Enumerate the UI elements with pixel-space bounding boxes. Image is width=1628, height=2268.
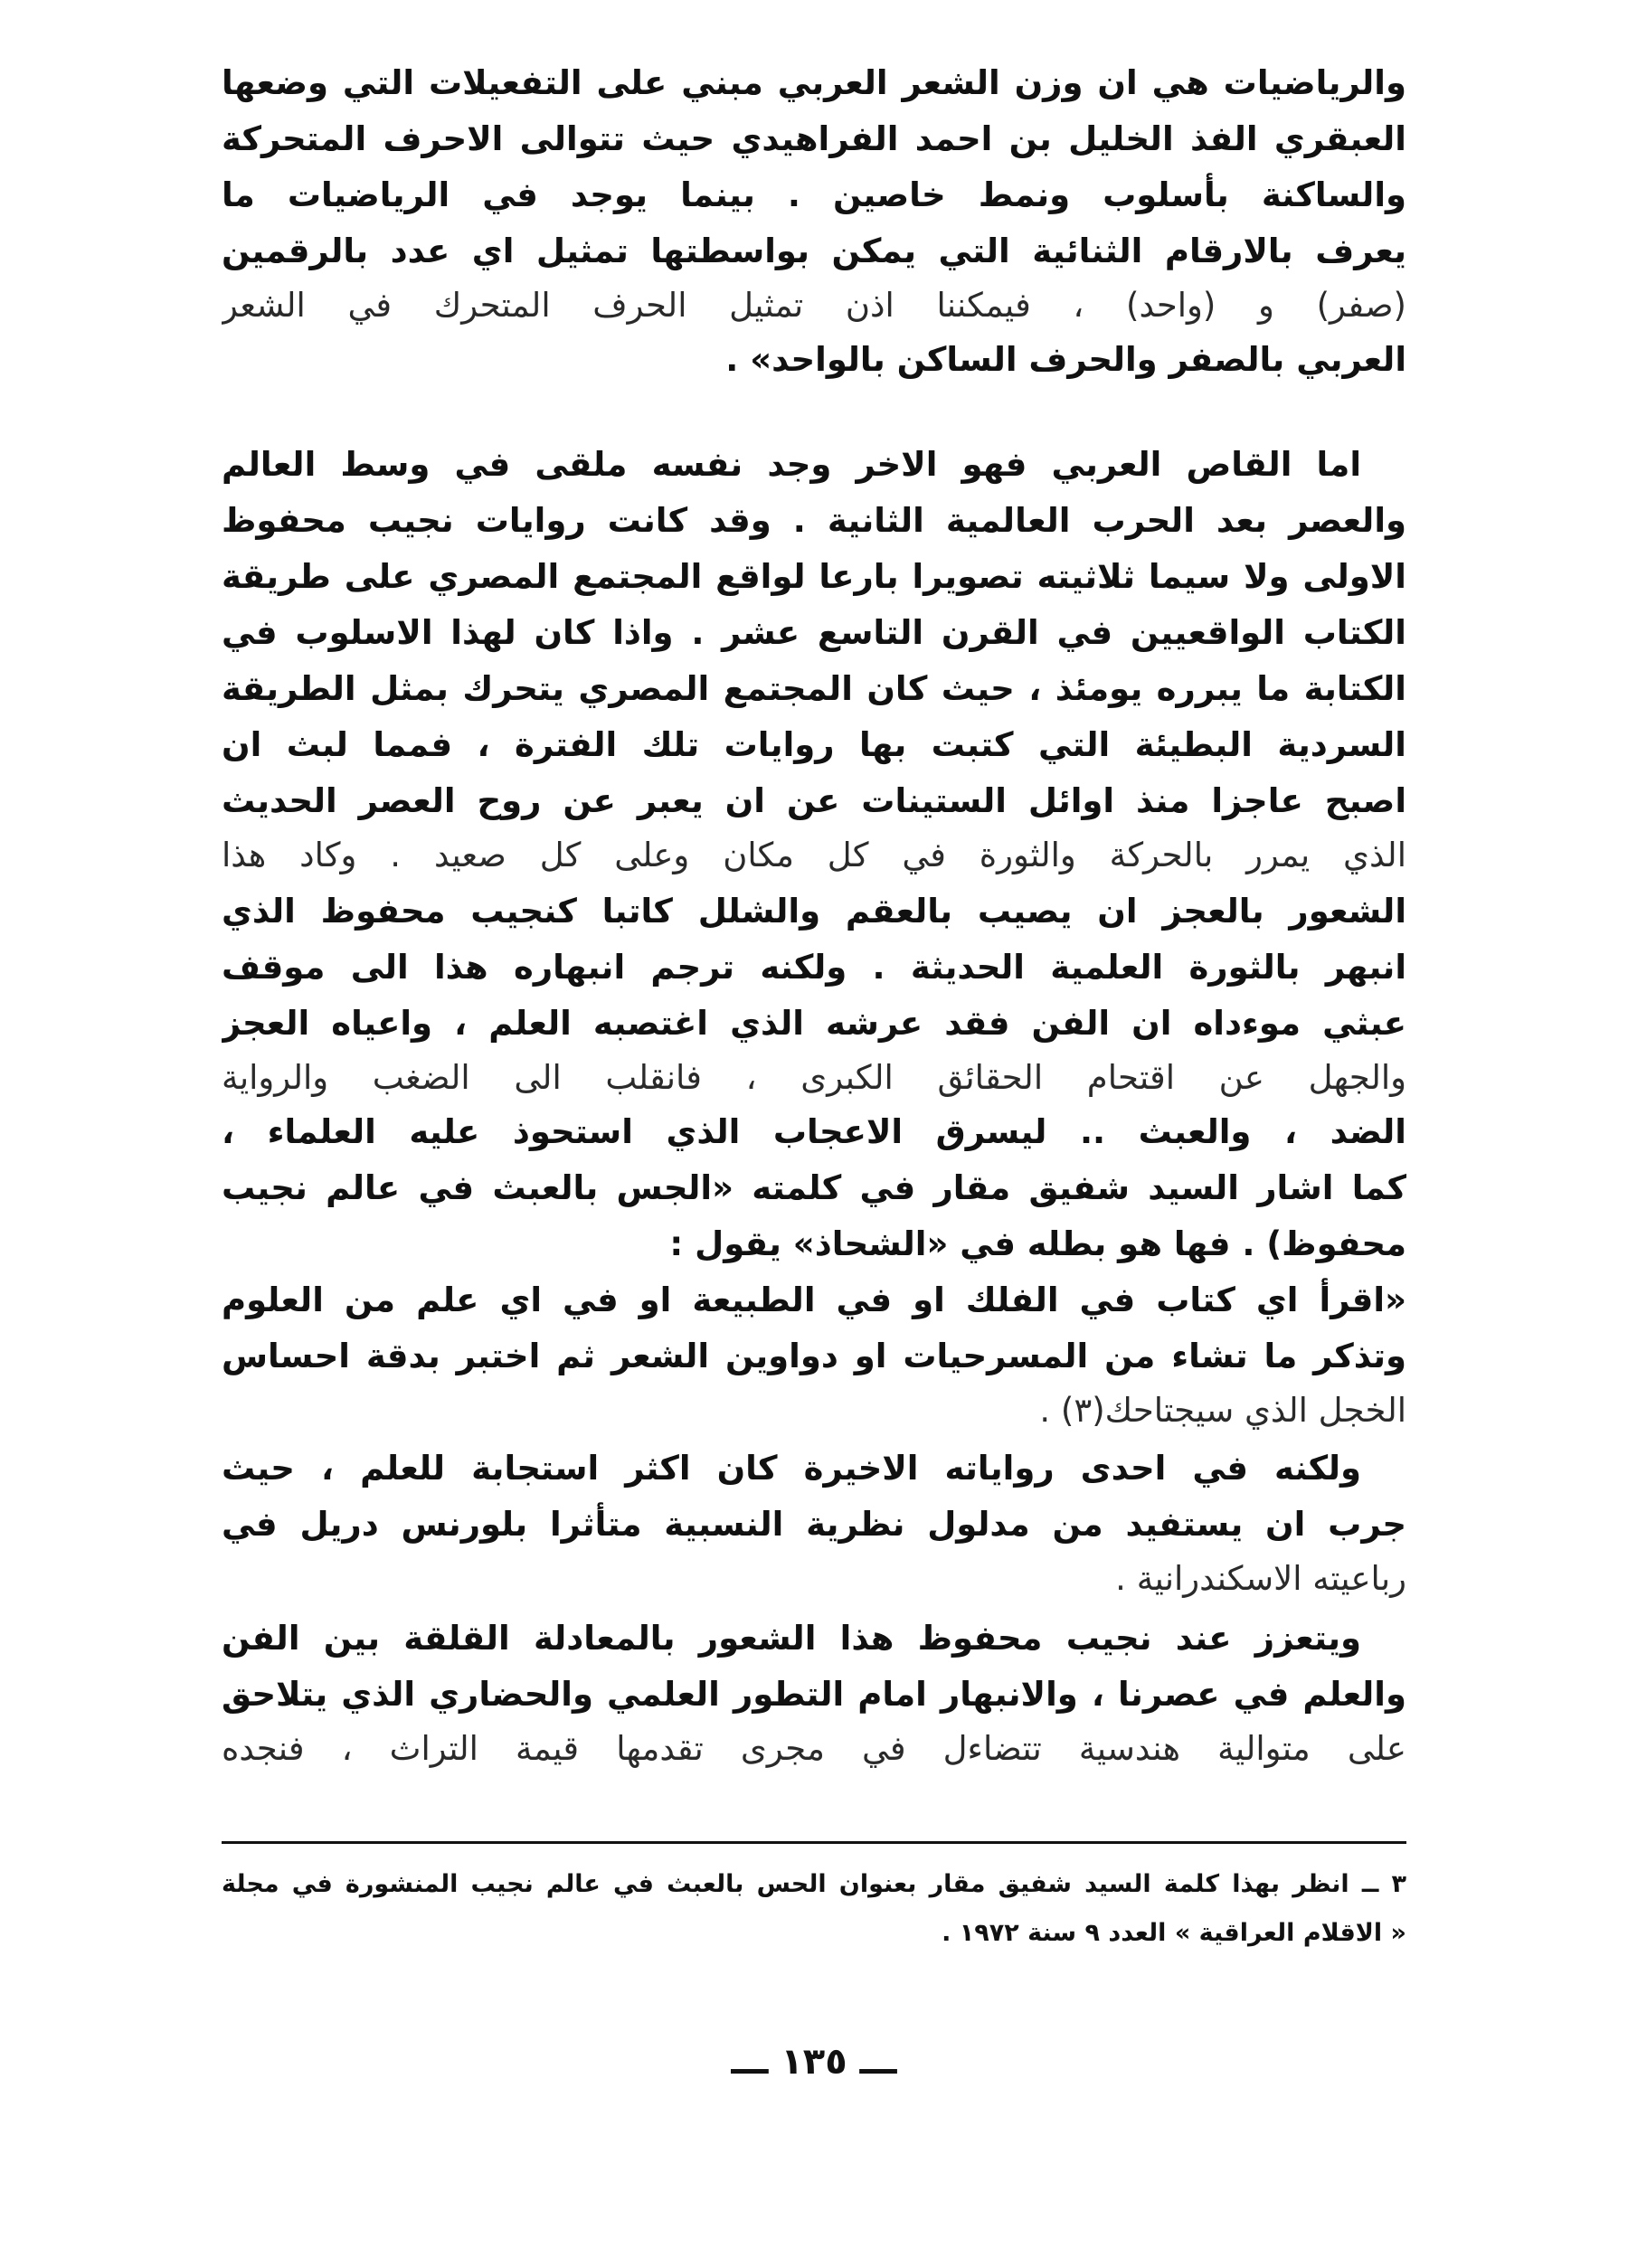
body-line-19: الضد ، والعبث .. ليسرق الاعجاب الذي استحوذ عليه العلماء ، [222, 1112, 1406, 1151]
body-line-26: جرب ان يستفيد من مدلول نظرية النسبية متأثرا بلورنس دريل في [222, 1505, 1406, 1544]
body-line-17: عبثي موءداه ان الفن فقد عرشه الذي اغتصبه العلم ، واعياه العجز [222, 1004, 1406, 1043]
body-line-30: على متوالية هندسية تتضاءل في مجرى تقدمها قيمة التراث ، فنجده [222, 1729, 1406, 1768]
body-line-2: العبقري الفذ الخليل بن احمد الفراهيدي حيث تتوالى الاحرف المتحركة [222, 119, 1406, 158]
body-line-15: الشعور بالعجز ان يصيب بالعقم والشلل كاتبا كنجيب محفوظ الذي [222, 892, 1406, 931]
body-line-8: والعصر بعد الحرب العالمية الثانية . وقد كانت روايات نجيب محفوظ [222, 501, 1406, 540]
footnote-line-2: « الاقلام العراقية » العدد ٩ سنة ١٩٧٢ . [942, 1919, 1406, 1947]
body-line-7: اما القاص العربي فهو الاخر وجد نفسه ملقى في وسط العالم [222, 445, 1361, 484]
body-line-21: محفوظ) . فها هو بطله في «الشحاذ» يقول : [669, 1224, 1406, 1263]
body-line-20: كما اشار السيد شفيق مقار في كلمته «الجس بالعبث في عالم نجيب [222, 1168, 1406, 1207]
body-line-18: والجهل عن اقتحام الحقائق الكبرى ، فانقلب الى الضغب والرواية [222, 1058, 1406, 1097]
body-line-5: (صفر) و (واحد) ، فيمكننا اذن تمثيل الحرف المتحرك في الشعر [222, 286, 1406, 325]
body-line-14: الذي يمرر بالحركة والثورة في كل مكان وعلى كل صعيد . وكاد هذا [222, 836, 1406, 874]
body-line-10: الكتاب الواقعيين في القرن التاسع عشر . واذا كان لهذا الاسلوب في [222, 613, 1406, 652]
body-line-13: اصبح عاجزا منذ اوائل الستينات عن ان يعبر عن روح العصر الحديث [222, 781, 1406, 820]
body-line-27: رباعيته الاسكندرانية . [1115, 1559, 1406, 1598]
body-line-23: وتذكر ما تشاء من المسرحيات او دواوين الشعر ثم اختبر بدقة احساس [222, 1337, 1406, 1375]
body-line-4: يعرف بالارقام الثنائية التي يمكن بواسطتها تمثيل اي عدد بالرقمين [222, 232, 1406, 270]
body-line-28: ويتعزز عند نجيب محفوظ هذا الشعور بالمعادلة القلقة بين الفن [222, 1619, 1361, 1658]
body-line-22: «اقرأ اي كتاب في الفلك او في الطبيعة او في اي علم من العلوم [222, 1280, 1406, 1319]
body-line-11: الكتابة ما يبرره يومئذ ، حيث كان المجتمع المصري يتحرك بمثل الطريقة [222, 669, 1406, 708]
body-line-1: والرياضيات هي ان وزن الشعر العربي مبني على التفعيلات التي وضعها [222, 63, 1406, 102]
body-line-9: الاولى ولا سيما ثلاثيته تصويرا بارعا لواقع المجتمع المصري على طريقة [222, 557, 1406, 596]
body-line-29: والعلم في عصرنا ، والانبهار امام التطور العلمي والحضاري الذي يتلاحق [222, 1675, 1406, 1714]
body-line-25: ولكنه في احدى رواياته الاخيرة كان اكثر استجابة للعلم ، حيث [222, 1449, 1361, 1488]
body-line-12: السردية البطيئة التي كتبت بها روايات تلك الفترة ، فمما لبث ان [222, 725, 1406, 764]
body-line-3: والساكنة بأسلوب ونمط خاصين . بينما يوجد في الرياضيات ما [222, 175, 1406, 214]
body-line-16: انبهر بالثورة العلمية الحديثة . ولكنه ترجم انبهاره هذا الى موقف [222, 948, 1406, 987]
page-number: ـــ ١٣٥ ـــ [731, 2041, 897, 2083]
body-line-24: الخجل الذي سيجتاحك(٣) . [1039, 1391, 1406, 1430]
footnote-line-1: ٣ ــ انظر بهذا كلمة السيد شفيق مقار بعنوان الحس بالعبث في عالم نجيب المنشورة في مجلة [222, 1870, 1406, 1898]
body-line-6: العربي بالصفر والحرف الساكن بالواحد» . [725, 340, 1406, 379]
footnote-separator [222, 1841, 1406, 1844]
